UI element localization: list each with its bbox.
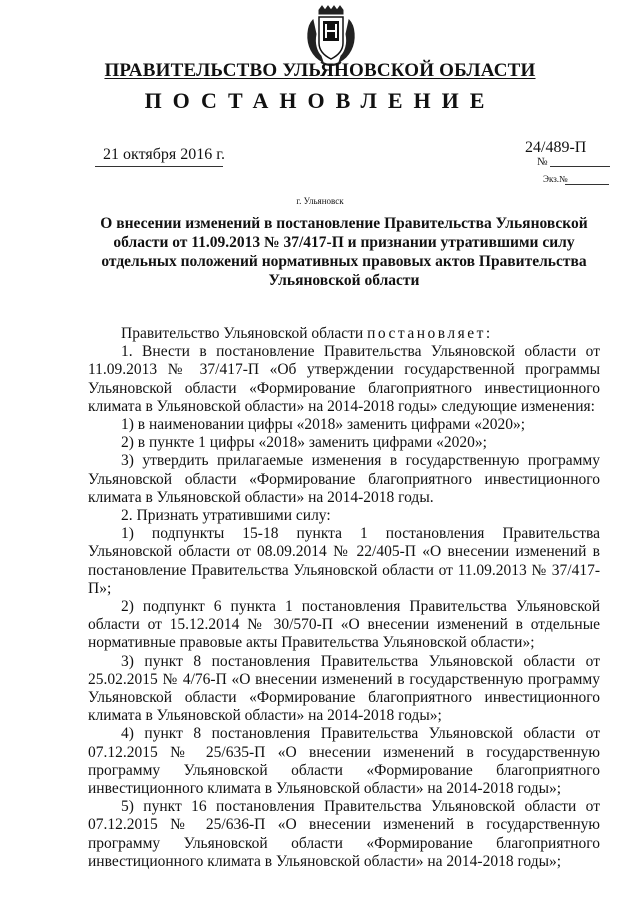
intro-prefix: Правительство Ульяновской области bbox=[121, 325, 364, 342]
date-underline bbox=[95, 166, 223, 167]
document-type: ПОСТАНОВЛЕНИЕ bbox=[144, 88, 496, 113]
paragraph-1-item-2: 2) в пункте 1 цифры «2018» заменить цифрами «2020»; bbox=[121, 434, 487, 452]
number-underline bbox=[550, 166, 610, 167]
number-sign: № bbox=[537, 156, 548, 168]
paragraph-2-item-1: 1) подпункты 15-18 пункта 1 постановления Правительства Ульяновской области от 08.09.2014 № 22/405-П «О внесении изменений в постановление Правительства Ульяновской области от 11.09.2013 № 37/417-П»; bbox=[88, 525, 600, 597]
copy-number-label: Экз.№ bbox=[543, 174, 568, 184]
paragraph-1-item-3: 3) утвердить прилагаемые изменения в государственную программу Ульяновской области «Формирование благоприятного инвестиционного климата в Ульяновской области» на 2014-2018 годы. bbox=[88, 452, 600, 506]
intro-verb: постановляет: bbox=[367, 325, 493, 342]
intro-paragraph bbox=[88, 325, 600, 343]
paragraph-2-item-3: 3) пункт 8 постановления Правительства Ульяновской области от 25.02.2015 № 4/76-П «О внесении изменений в государственную программу Ульяновской области «Формирование благоприятного инвестиционного климата в Ульяновской области» на 2014-2018 годы»; bbox=[88, 652, 600, 725]
document-title: О внесении изменений в постановление Правительства Ульяновской области от 11.09.2013 № 37/417-П и признании утратившими силу отдельных положений нормативных правовых актов Правительства Ульяновской области bbox=[100, 215, 588, 289]
government-name: ПРАВИТЕЛЬСТВО УЛЬЯНОВСКОЙ ОБЛАСТИ bbox=[104, 60, 536, 81]
paragraph-2-item-4: 4) пункт 8 постановления Правительства Ульяновской области от 07.12.2015 № 25/635-П «О внесении изменений в государственную программу Ульяновской области «Формирование благоприятного инвестиционного климата в Ульяновской области» на 2014-2018 годы»; bbox=[88, 725, 600, 798]
document-body bbox=[88, 325, 600, 871]
paragraph-2-item-5: 5) пункт 16 постановления Правительства Ульяновской области от 07.12.2015 № 25/636-П «О внесении изменений в государственную программу Ульяновской области «Формирование благоприятного инвестиционного климата в Ульяновской области» на 2014-2018 годы»; bbox=[88, 798, 600, 870]
city-name: г. Ульяновск bbox=[296, 196, 344, 206]
document-date: 21 октября 2016 г. bbox=[103, 146, 225, 163]
copy-number-underline bbox=[565, 184, 609, 185]
document-number: 24/489-П bbox=[525, 139, 587, 156]
paragraph-2: 2. Признать утратившими силу: bbox=[121, 507, 331, 525]
paragraph-1-item-1: 1) в наименовании цифры «2018» заменить цифрами «2020»; bbox=[121, 416, 526, 434]
paragraph-2-item-2: 2) подпункт 6 пункта 1 постановления Правительства Ульяновской области от 15.12.2014 № 30/570-П «О внесении изменений в отдельные нормативные правовые акты Правительства Ульяновской области»; bbox=[88, 598, 600, 652]
paragraph-1: 1. Внести в постановление Правительства Ульяновской области от 11.09.2013 № 37/417-П «Об утверждении государственной программы Ульяновской области «Формирование благоприятного инвестиционного климата в Ульяновской области» на 2014-2018 годы» следующие изменения: bbox=[88, 343, 600, 415]
